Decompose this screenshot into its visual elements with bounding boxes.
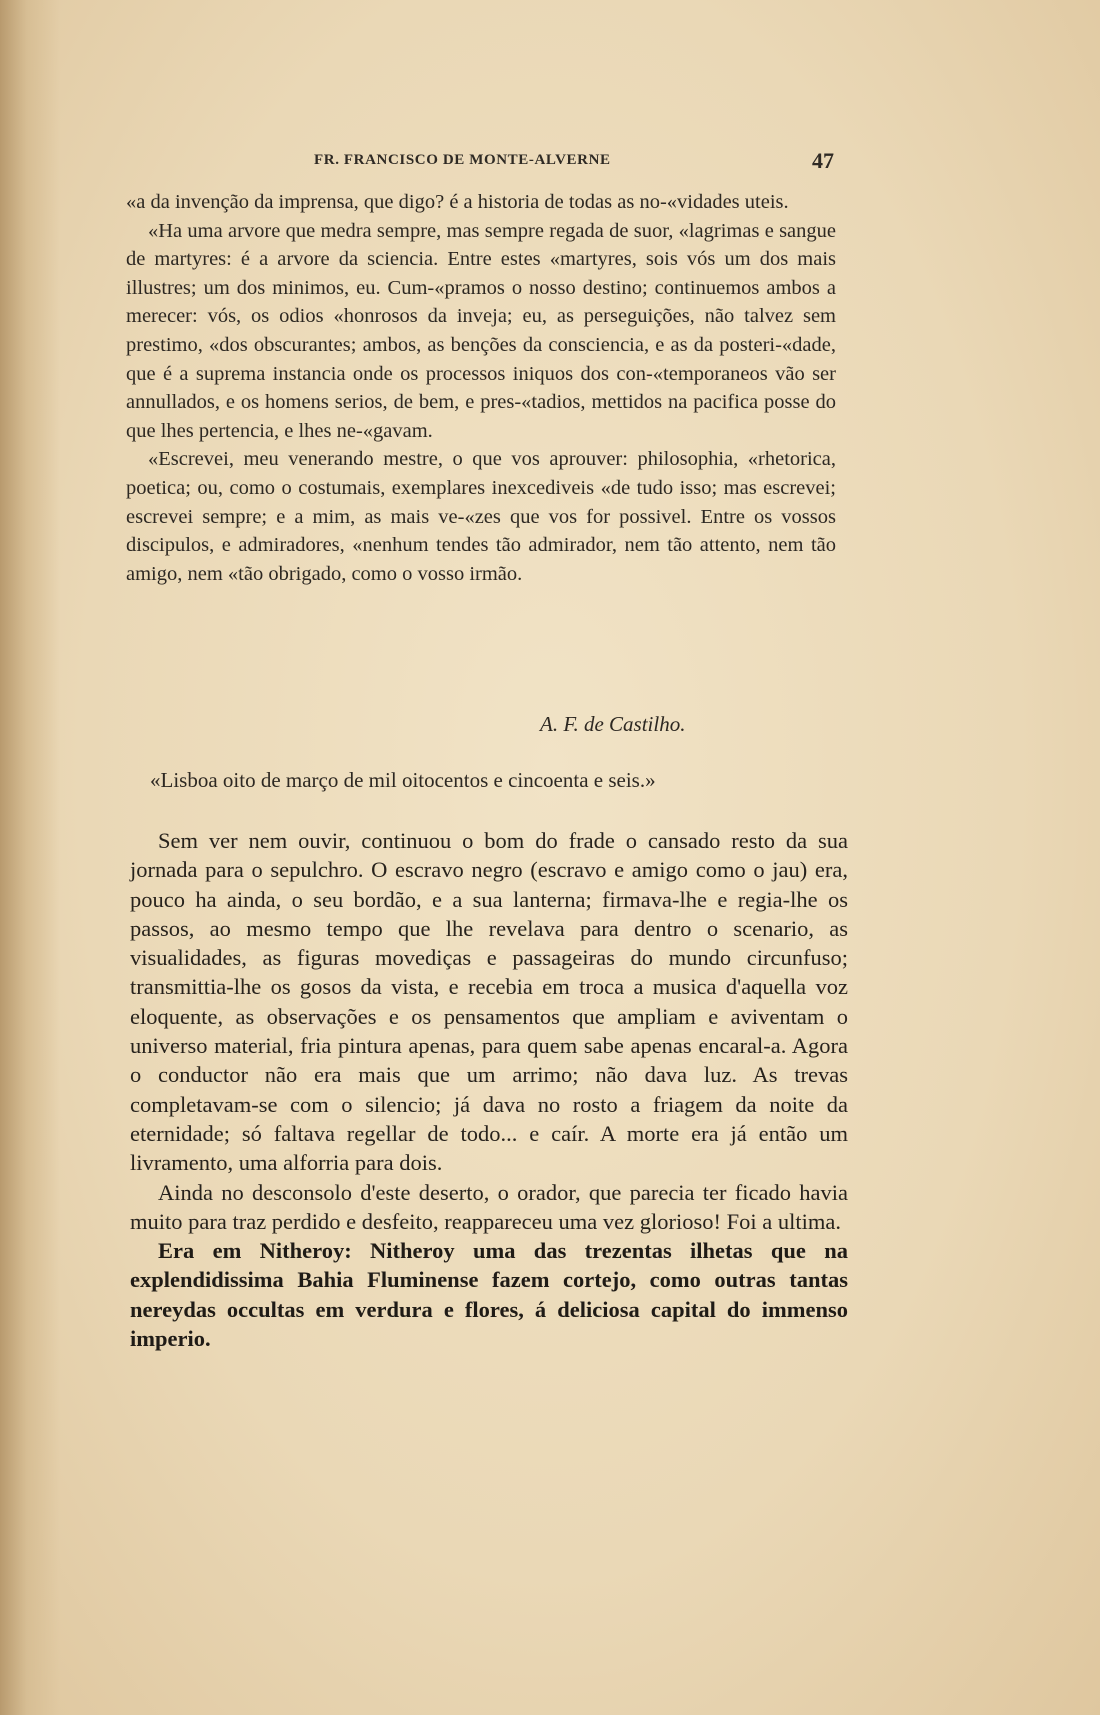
letter-dateline: «Lisboa oito de março de mil oitocentos e cincoenta e seis.» [150, 768, 656, 792]
letter-paragraph-3: «Escrevei, meu venerando mestre, o que vos aprouver: philosophia, «rhetorica, poetica; ou, como o costumais, exemplares inexcediveis «de tudo isso; mas escrevei; escrevei sempre; e a mim, as mais ve-«zes que vos for possivel. Entre os vossos discipulos, e admiradores, «nenhum tendes tão admirador, nem tão attento, nem tão amigo, nem «tão obrigado, como o vosso irmão. [126, 448, 836, 585]
body-text [130, 826, 848, 1353]
running-header [314, 148, 834, 178]
letter-paragraph-2: «Ha uma arvore que medra sempre, mas sempre regada de suor, «lagrimas e sangue de martyres: é a arvore da sciencia. Entre estes «martyres, sois vós um dos mais illustres; um dos minimos, eu. Cum-«pramos o nosso destino; continuemos ambos a merecer: vós, os odios «honrosos da inveja; eu, as perseguições, não talvez sem prestimo, «dos obscurantes; ambos, as benções da consciencia, e as da posteri-«dade, que é a suprema instancia onde os processos iniquos dos con-«temporaneos vão ser annullados, e os homens serios, de bem, e pres-«tadios, mettidos na pacifica posse do que lhes pertencia, e lhes ne-«gavam. [126, 219, 836, 442]
running-title: FR. FRANCISCO DE MONTE-ALVERNE [314, 152, 611, 168]
body-paragraph-1: Sem ver nem ouvir, continuou o bom do frade o cansado resto da sua jornada para o sepulchro. O escravo negro (escravo e amigo como o jau) era, pouco ha ainda, o seu bordão, e a sua lanterna; firmava-lhe e regia-lhe os passos, ao mesmo tempo que lhe revelava para dentro o scenario, as visualidades, as figuras movediças e passageiras do mundo circunfuso; transmittia-lhe os gosos da vista, e recebia em troca a musica d'aquella voz eloquente, as observações e os pensamentos que ampliam e aviventam o universo material, fria pintura apenas, para quem sabe apenas encaral-a. Agora o conductor não era mais que um arrimo; não dava luz. As trevas completavam-se com o silencio; já dava no rosto a friagem da noite da eternidade; só faltava regellar de todo... e caír. A morte era já então um livramento, uma alforria para dois. [130, 828, 848, 1176]
letter-signature: A. F. de Castilho. [540, 712, 686, 736]
body-paragraph-3: Era em Nitheroy: Nitheroy uma das trezentas ilhetas que na explendidissima Bahia Fluminense fazem cortejo, como outras tantas nereydas occultas em verdura e flores, á deliciosa capital do immenso imperio. [130, 1238, 848, 1352]
body-paragraph-2: Ainda no desconsolo d'este deserto, o orador, que parecia ter ficado havia muito para traz perdido e desfeito, reappareceu uma vez glorioso! Foi a ultima. [130, 1179, 848, 1234]
page-number: 47 [812, 148, 834, 173]
quoted-letter [126, 188, 836, 588]
letter-paragraph-1: «a da invenção da imprensa, que digo? é a historia de todas as no-«vidades uteis. [126, 191, 789, 213]
